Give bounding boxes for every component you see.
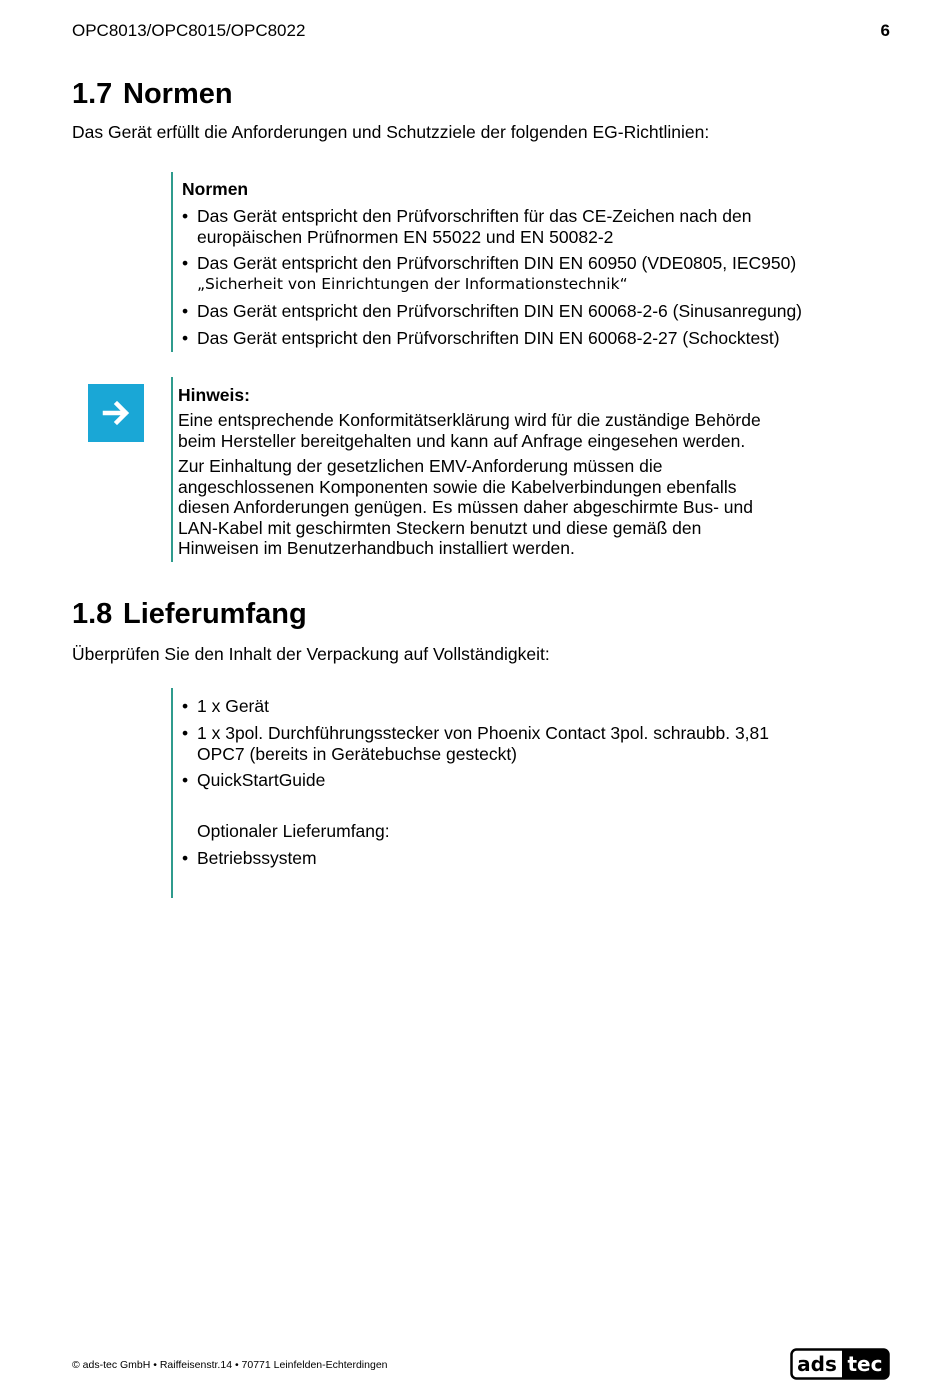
bullet-icon: • (182, 328, 189, 348)
list-item: • QuickStartGuide (182, 770, 326, 790)
section-heading-lieferumfang (72, 598, 307, 631)
header-document-title: OPC8013/OPC8015/OPC8022 (72, 21, 306, 40)
bullet-icon: • (182, 253, 189, 273)
list-item: • 1 x 3pol. Durchführungsstecker von Phoenix Contact 3pol. schraubb. 3,81 OPC7 (bereits in Gerätebuchse gesteckt) (182, 723, 770, 764)
list-item: • Das Gerät entspricht den Prüfvorschriften DIN EN 60068-2-27 (Schocktest) (182, 328, 780, 348)
list-item: • Das Gerät entspricht den Prüfvorschriften für das CE-Zeichen nach den europäischen Prüfnormen EN 55022 und EN 50082-2 (182, 206, 752, 247)
section-intro: Das Gerät erfüllt die Anforderungen und Schutzziele der folgenden EG-Richtlinien: (72, 122, 710, 142)
section-number: 1.8 (72, 598, 113, 630)
box-title: Normen (182, 179, 249, 199)
note-paragraph: Zur Einhaltung der gesetzlichen EMV-Anforderung müssen die angeschlossenen Komponenten sowie die Kabelverbindungen ebenfalls diesen Anforderungen genügen. Es müssen daher abgeschirmte Bus- und LAN-Kabel mit geschirmten Steckern benutzt und diese gemäß den Hinweisen im Benutzerhandbuch installiert werden. (178, 456, 753, 558)
list-item: • Das Gerät entspricht den Prüfvorschriften DIN EN 60950 (VDE0805, IEC950) „Sicherheit von Einrichtungen der Informationstechnik“ (182, 253, 797, 293)
list-item: • Betriebssystem (182, 848, 317, 868)
bullet-icon: • (182, 848, 189, 868)
arrow-right-icon (88, 384, 144, 442)
bullet-icon: • (182, 206, 189, 226)
footer-address: © ads-tec GmbH • Raiffeisenstr.14 • 70771 Leinfelden-Echterdingen (72, 1359, 388, 1371)
accent-bar (171, 377, 173, 562)
note-paragraph: Eine entsprechende Konformitätserklärung wird für die zuständige Behörde beim Hersteller bereitgehalten und kann auf Anfrage eingesehen werden. (178, 410, 761, 451)
logo-text-left: ads (797, 1352, 837, 1376)
section-title: Normen (123, 78, 233, 110)
logo-text-right: tec (847, 1352, 883, 1376)
bullet-icon: • (182, 696, 189, 716)
bullet-icon: • (182, 301, 189, 321)
section-number: 1.7 (72, 78, 113, 110)
section-intro: Überprüfen Sie den Inhalt der Verpackung auf Vollständigkeit: (72, 644, 550, 664)
bullet-icon: • (182, 723, 189, 743)
ads-tec-logo (790, 1348, 890, 1380)
page-number: 6 (880, 21, 890, 40)
section-title: Lieferumfang (123, 598, 307, 630)
bullet-icon: • (182, 770, 189, 790)
list-item: • Das Gerät entspricht den Prüfvorschriften DIN EN 60068-2-6 (Sinusanregung) (182, 301, 803, 321)
section-heading-normen (72, 78, 233, 111)
accent-bar (171, 688, 173, 898)
accent-bar (171, 172, 173, 352)
note-title: Hinweis: (178, 385, 250, 405)
list-item: • 1 x Gerät (182, 696, 269, 716)
optional-label: Optionaler Lieferumfang: (197, 821, 390, 841)
